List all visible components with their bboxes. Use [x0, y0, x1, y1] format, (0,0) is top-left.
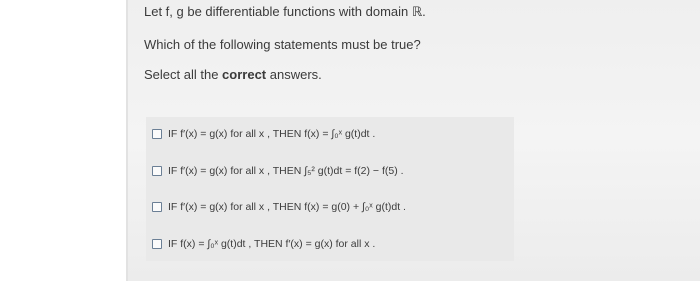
checkbox-option-4[interactable]	[152, 239, 162, 249]
answer-option-1[interactable]	[152, 125, 375, 143]
left-margin	[0, 0, 128, 281]
question-prompt	[144, 37, 421, 52]
answer-option-1-label: IF f′(x) = g(x) for all x , THEN f(x) = ∫₀ˣ g(t)dt .	[168, 128, 376, 140]
instruction-bold: correct	[222, 67, 267, 82]
question-instruction	[144, 67, 322, 82]
answer-option-4[interactable]	[152, 235, 375, 253]
answer-option-4-label: IF f(x) = ∫₀ˣ g(t)dt , THEN f′(x) = g(x) for all x .	[168, 238, 376, 250]
answer-option-2-label: IF f′(x) = g(x) for all x , THEN ∫₅² g(t)dt = f(2) − f(5) .	[168, 165, 404, 177]
checkbox-option-3[interactable]	[152, 202, 162, 212]
instruction-suffix: answers.	[266, 67, 322, 82]
checkbox-option-1[interactable]	[152, 129, 162, 139]
instruction-prefix: Select all the	[144, 67, 223, 82]
question-prompt-text: Which of the following statements must be true?	[144, 37, 421, 52]
answer-option-3-label: IF f′(x) = g(x) for all x , THEN f(x) = g(0) + ∫₀ˣ g(t)dt .	[168, 201, 406, 213]
answer-option-2[interactable]	[152, 162, 404, 180]
answer-option-3[interactable]	[152, 198, 406, 216]
checkbox-option-2[interactable]	[152, 166, 162, 176]
question-intro	[144, 4, 426, 20]
question-intro-text: Let f, g be differentiable functions with domain ℝ.	[144, 4, 426, 19]
